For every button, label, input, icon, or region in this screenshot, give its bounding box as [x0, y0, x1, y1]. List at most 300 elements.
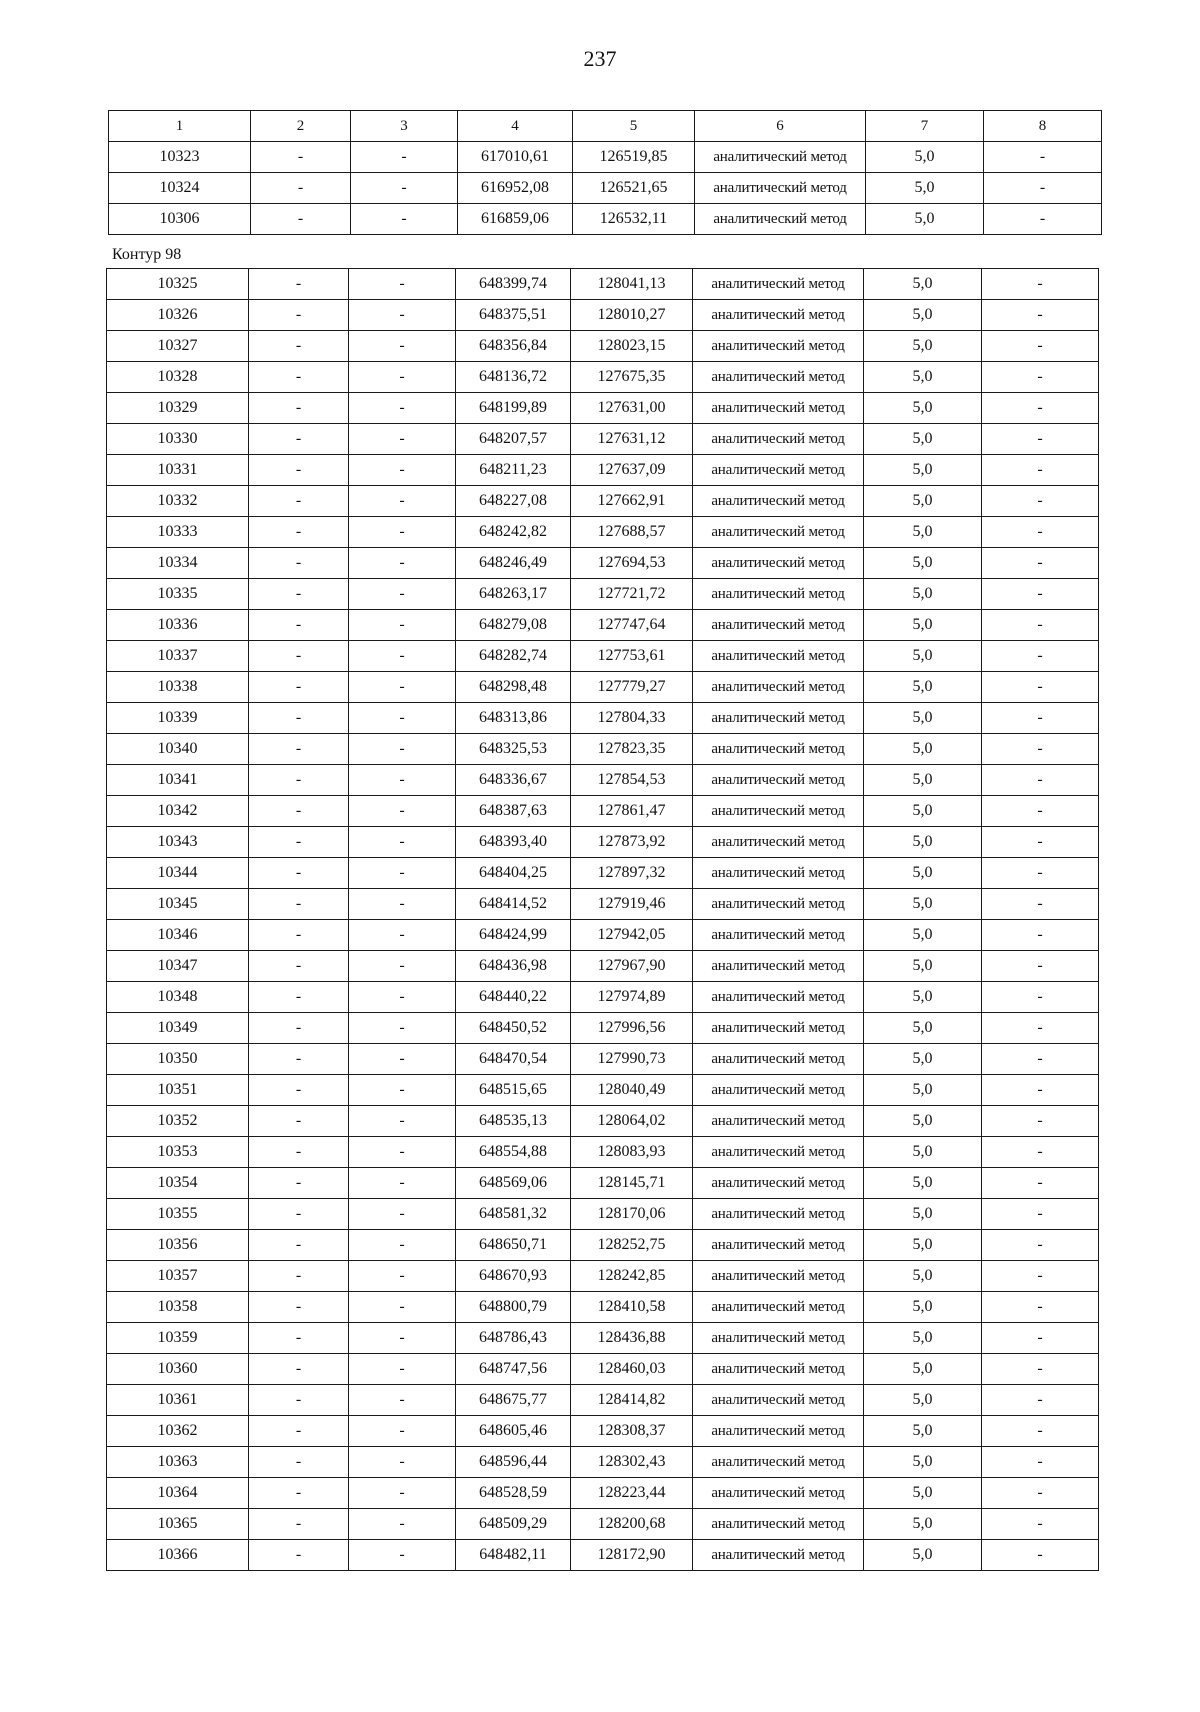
col-8-cell: - [982, 672, 1099, 703]
col-2-cell: - [249, 1416, 349, 1447]
point-number-cell: 10347 [107, 951, 249, 982]
accuracy-cell: 5,0 [864, 331, 982, 362]
method-cell: аналитический метод [693, 610, 864, 641]
coordinates-table-top [108, 110, 1102, 235]
col-3-cell: - [349, 1106, 456, 1137]
col-8-cell: - [982, 269, 1099, 300]
y-coordinate-cell: 128414,82 [571, 1385, 693, 1416]
col-3-cell: - [351, 204, 458, 235]
y-coordinate-cell: 126519,85 [573, 142, 695, 173]
accuracy-cell: 5,0 [866, 204, 984, 235]
x-coordinate-cell: 648675,77 [456, 1385, 571, 1416]
col-2-cell: - [249, 1199, 349, 1230]
col-3-cell: - [349, 424, 456, 455]
col-8-cell: - [982, 703, 1099, 734]
accuracy-cell: 5,0 [864, 703, 982, 734]
y-coordinate-cell: 127747,64 [571, 610, 693, 641]
table-row [107, 1137, 1099, 1168]
method-cell: аналитический метод [693, 1044, 864, 1075]
col-8-cell: - [982, 424, 1099, 455]
col-8-cell: - [982, 1013, 1099, 1044]
x-coordinate-cell: 648581,32 [456, 1199, 571, 1230]
table-row [107, 1199, 1099, 1230]
col-8-cell: - [982, 765, 1099, 796]
x-coordinate-cell: 648336,67 [456, 765, 571, 796]
table-row [107, 889, 1099, 920]
x-coordinate-cell: 648800,79 [456, 1292, 571, 1323]
y-coordinate-cell: 128200,68 [571, 1509, 693, 1540]
table-row [107, 1478, 1099, 1509]
method-cell: аналитический метод [693, 641, 864, 672]
col-3-cell: - [349, 920, 456, 951]
col-2-cell: - [249, 796, 349, 827]
point-number-cell: 10342 [107, 796, 249, 827]
col-8-cell: - [982, 1106, 1099, 1137]
point-number-cell: 10326 [107, 300, 249, 331]
accuracy-cell: 5,0 [864, 517, 982, 548]
y-coordinate-cell: 127753,61 [571, 641, 693, 672]
y-coordinate-cell: 128242,85 [571, 1261, 693, 1292]
table-row [107, 1261, 1099, 1292]
method-cell: аналитический метод [693, 269, 864, 300]
method-cell: аналитический метод [693, 796, 864, 827]
accuracy-cell: 5,0 [864, 1075, 982, 1106]
method-cell: аналитический метод [693, 1106, 864, 1137]
method-cell: аналитический метод [693, 579, 864, 610]
table-row [107, 1509, 1099, 1540]
col-8-cell: - [982, 579, 1099, 610]
table-row [107, 424, 1099, 455]
col-2-cell: - [249, 827, 349, 858]
table-row [107, 1416, 1099, 1447]
method-cell: аналитический метод [695, 173, 866, 204]
method-cell: аналитический метод [693, 951, 864, 982]
table-row [107, 641, 1099, 672]
table-row [107, 393, 1099, 424]
col-3-cell: - [349, 1354, 456, 1385]
col-2-cell: - [249, 1137, 349, 1168]
accuracy-cell: 5,0 [864, 1354, 982, 1385]
x-coordinate-cell: 648279,08 [456, 610, 571, 641]
point-number-cell: 10363 [107, 1447, 249, 1478]
col-2-cell: - [249, 734, 349, 765]
method-cell: аналитический метод [693, 362, 864, 393]
col-3-cell: - [349, 610, 456, 641]
accuracy-cell: 5,0 [864, 672, 982, 703]
accuracy-cell: 5,0 [864, 269, 982, 300]
table-row [107, 517, 1099, 548]
point-number-cell: 10324 [109, 173, 251, 204]
col-8-cell: - [982, 734, 1099, 765]
point-number-cell: 10364 [107, 1478, 249, 1509]
method-cell: аналитический метод [693, 920, 864, 951]
accuracy-cell: 5,0 [864, 1137, 982, 1168]
y-coordinate-cell: 127897,32 [571, 858, 693, 889]
table-row [107, 1292, 1099, 1323]
method-cell: аналитический метод [693, 1075, 864, 1106]
point-number-cell: 10306 [109, 204, 251, 235]
y-coordinate-cell: 127974,89 [571, 982, 693, 1013]
x-coordinate-cell: 648515,65 [456, 1075, 571, 1106]
col-2-cell: - [251, 204, 351, 235]
table-row [107, 1540, 1099, 1571]
x-coordinate-cell: 648650,71 [456, 1230, 571, 1261]
point-number-cell: 10337 [107, 641, 249, 672]
y-coordinate-cell: 128083,93 [571, 1137, 693, 1168]
accuracy-cell: 5,0 [864, 765, 982, 796]
col-8-cell: - [982, 486, 1099, 517]
y-coordinate-cell: 128252,75 [571, 1230, 693, 1261]
contour-label: Контур 98 [112, 246, 182, 263]
method-cell: аналитический метод [693, 331, 864, 362]
table-row [107, 486, 1099, 517]
point-number-cell: 10334 [107, 548, 249, 579]
y-coordinate-cell: 127631,00 [571, 393, 693, 424]
method-cell: аналитический метод [693, 982, 864, 1013]
y-coordinate-cell: 128010,27 [571, 300, 693, 331]
accuracy-cell: 5,0 [864, 1385, 982, 1416]
x-coordinate-cell: 648554,88 [456, 1137, 571, 1168]
x-coordinate-cell: 648747,56 [456, 1354, 571, 1385]
point-number-cell: 10329 [107, 393, 249, 424]
y-coordinate-cell: 127688,57 [571, 517, 693, 548]
col-2-cell: - [249, 393, 349, 424]
method-cell: аналитический метод [693, 1168, 864, 1199]
col-3-cell: - [349, 362, 456, 393]
col-8-cell: - [982, 610, 1099, 641]
col-2-cell: - [249, 1354, 349, 1385]
table-row [107, 765, 1099, 796]
table-row [109, 204, 1102, 235]
col-2-cell: - [249, 1261, 349, 1292]
y-coordinate-cell: 127804,33 [571, 703, 693, 734]
table-row [107, 579, 1099, 610]
table-row [107, 734, 1099, 765]
table-row [107, 1354, 1099, 1385]
y-coordinate-cell: 128145,71 [571, 1168, 693, 1199]
x-coordinate-cell: 648436,98 [456, 951, 571, 982]
method-cell: аналитический метод [693, 1230, 864, 1261]
x-coordinate-cell: 648242,82 [456, 517, 571, 548]
col-8-cell: - [982, 827, 1099, 858]
table-row [107, 610, 1099, 641]
col-3-cell: - [349, 1168, 456, 1199]
col-3-cell: - [349, 1416, 456, 1447]
accuracy-cell: 5,0 [864, 734, 982, 765]
col-2-cell: - [249, 1447, 349, 1478]
col-2-cell: - [249, 1044, 349, 1075]
col-2-cell: - [249, 889, 349, 920]
accuracy-cell: 5,0 [864, 1199, 982, 1230]
point-number-cell: 10346 [107, 920, 249, 951]
col-8-cell: - [982, 393, 1099, 424]
col-8-cell: - [982, 548, 1099, 579]
x-coordinate-cell: 648414,52 [456, 889, 571, 920]
accuracy-cell: 5,0 [864, 1044, 982, 1075]
point-number-cell: 10327 [107, 331, 249, 362]
col-8-cell: - [982, 1261, 1099, 1292]
col-2-cell: - [249, 641, 349, 672]
point-number-cell: 10348 [107, 982, 249, 1013]
y-coordinate-cell: 128023,15 [571, 331, 693, 362]
point-number-cell: 10354 [107, 1168, 249, 1199]
x-coordinate-cell: 648393,40 [456, 827, 571, 858]
col-2-cell: - [249, 579, 349, 610]
point-number-cell: 10338 [107, 672, 249, 703]
method-cell: аналитический метод [693, 889, 864, 920]
x-coordinate-cell: 648605,46 [456, 1416, 571, 1447]
col-2-cell: - [249, 951, 349, 982]
method-cell: аналитический метод [693, 1292, 864, 1323]
accuracy-cell: 5,0 [864, 1478, 982, 1509]
col-8-cell: - [982, 858, 1099, 889]
col-3-cell: - [349, 1044, 456, 1075]
y-coordinate-cell: 127637,09 [571, 455, 693, 486]
y-coordinate-cell: 127919,46 [571, 889, 693, 920]
accuracy-cell: 5,0 [866, 173, 984, 204]
y-coordinate-cell: 128223,44 [571, 1478, 693, 1509]
y-coordinate-cell: 127694,53 [571, 548, 693, 579]
header-cell: 2 [251, 111, 351, 142]
point-number-cell: 10350 [107, 1044, 249, 1075]
y-coordinate-cell: 128172,90 [571, 1540, 693, 1571]
coordinates-table-contour-98 [106, 268, 1099, 1571]
accuracy-cell: 5,0 [864, 982, 982, 1013]
y-coordinate-cell: 126532,11 [573, 204, 695, 235]
method-cell: аналитический метод [695, 142, 866, 173]
point-number-cell: 10323 [109, 142, 251, 173]
method-cell: аналитический метод [693, 1416, 864, 1447]
col-3-cell: - [349, 1447, 456, 1478]
col-2-cell: - [249, 765, 349, 796]
col-2-cell: - [249, 1230, 349, 1261]
y-coordinate-cell: 127990,73 [571, 1044, 693, 1075]
col-8-cell: - [982, 517, 1099, 548]
col-2-cell: - [249, 920, 349, 951]
col-8-cell: - [982, 889, 1099, 920]
col-2-cell: - [249, 703, 349, 734]
col-2-cell: - [249, 1106, 349, 1137]
table-row [107, 672, 1099, 703]
table-row [107, 1323, 1099, 1354]
point-number-cell: 10351 [107, 1075, 249, 1106]
point-number-cell: 10343 [107, 827, 249, 858]
x-coordinate-cell: 648528,59 [456, 1478, 571, 1509]
accuracy-cell: 5,0 [864, 1416, 982, 1447]
point-number-cell: 10325 [107, 269, 249, 300]
accuracy-cell: 5,0 [864, 1230, 982, 1261]
point-number-cell: 10366 [107, 1540, 249, 1571]
y-coordinate-cell: 128302,43 [571, 1447, 693, 1478]
col-2-cell: - [249, 517, 349, 548]
point-number-cell: 10360 [107, 1354, 249, 1385]
header-cell: 6 [695, 111, 866, 142]
col-3-cell: - [349, 1075, 456, 1106]
col-8-cell: - [982, 1044, 1099, 1075]
col-8-cell: - [984, 142, 1102, 173]
col-3-cell: - [349, 982, 456, 1013]
accuracy-cell: 5,0 [864, 1323, 982, 1354]
table-row [107, 982, 1099, 1013]
x-coordinate-cell: 648136,72 [456, 362, 571, 393]
accuracy-cell: 5,0 [864, 858, 982, 889]
point-number-cell: 10330 [107, 424, 249, 455]
point-number-cell: 10339 [107, 703, 249, 734]
accuracy-cell: 5,0 [864, 455, 982, 486]
col-2-cell: - [249, 1509, 349, 1540]
accuracy-cell: 5,0 [864, 827, 982, 858]
y-coordinate-cell: 127942,05 [571, 920, 693, 951]
table-row [107, 703, 1099, 734]
col-3-cell: - [349, 1540, 456, 1571]
col-2-cell: - [249, 486, 349, 517]
x-coordinate-cell: 648282,74 [456, 641, 571, 672]
col-8-cell: - [982, 1137, 1099, 1168]
col-2-cell: - [249, 1075, 349, 1106]
x-coordinate-cell: 648482,11 [456, 1540, 571, 1571]
y-coordinate-cell: 126521,65 [573, 173, 695, 204]
accuracy-cell: 5,0 [864, 610, 982, 641]
x-coordinate-cell: 648424,99 [456, 920, 571, 951]
accuracy-cell: 5,0 [864, 579, 982, 610]
col-2-cell: - [249, 269, 349, 300]
method-cell: аналитический метод [693, 1199, 864, 1230]
y-coordinate-cell: 127631,12 [571, 424, 693, 455]
point-number-cell: 10328 [107, 362, 249, 393]
point-number-cell: 10359 [107, 1323, 249, 1354]
col-3-cell: - [349, 331, 456, 362]
accuracy-cell: 5,0 [864, 796, 982, 827]
table-row [107, 920, 1099, 951]
col-8-cell: - [982, 300, 1099, 331]
y-coordinate-cell: 127967,90 [571, 951, 693, 982]
column-number-header [109, 111, 1102, 142]
accuracy-cell: 5,0 [864, 1447, 982, 1478]
x-coordinate-cell: 648298,48 [456, 672, 571, 703]
method-cell: аналитический метод [693, 1509, 864, 1540]
method-cell: аналитический метод [693, 393, 864, 424]
col-8-cell: - [982, 1323, 1099, 1354]
col-3-cell: - [349, 455, 456, 486]
x-coordinate-cell: 648263,17 [456, 579, 571, 610]
point-number-cell: 10365 [107, 1509, 249, 1540]
table-row [107, 548, 1099, 579]
accuracy-cell: 5,0 [864, 951, 982, 982]
col-2-cell: - [249, 1385, 349, 1416]
table-row [107, 951, 1099, 982]
table-row [107, 455, 1099, 486]
table-row [109, 173, 1102, 204]
col-8-cell: - [982, 1199, 1099, 1230]
col-2-cell: - [249, 982, 349, 1013]
col-2-cell: - [249, 610, 349, 641]
col-8-cell: - [982, 1230, 1099, 1261]
table-row [107, 300, 1099, 331]
header-cell: 8 [984, 111, 1102, 142]
col-8-cell: - [982, 641, 1099, 672]
table-row [107, 1106, 1099, 1137]
y-coordinate-cell: 128436,88 [571, 1323, 693, 1354]
col-3-cell: - [349, 1230, 456, 1261]
method-cell: аналитический метод [693, 424, 864, 455]
method-cell: аналитический метод [693, 703, 864, 734]
accuracy-cell: 5,0 [864, 1292, 982, 1323]
y-coordinate-cell: 127779,27 [571, 672, 693, 703]
x-coordinate-cell: 648596,44 [456, 1447, 571, 1478]
col-8-cell: - [982, 1354, 1099, 1385]
y-coordinate-cell: 128170,06 [571, 1199, 693, 1230]
col-3-cell: - [349, 486, 456, 517]
x-coordinate-cell: 648227,08 [456, 486, 571, 517]
col-2-cell: - [249, 1292, 349, 1323]
table-row [107, 858, 1099, 889]
header-cell: 3 [351, 111, 458, 142]
col-2-cell: - [249, 1540, 349, 1571]
y-coordinate-cell: 127854,53 [571, 765, 693, 796]
col-2-cell: - [249, 455, 349, 486]
col-2-cell: - [249, 858, 349, 889]
col-3-cell: - [349, 1509, 456, 1540]
col-3-cell: - [349, 517, 456, 548]
col-3-cell: - [349, 269, 456, 300]
col-8-cell: - [982, 1168, 1099, 1199]
col-8-cell: - [982, 1447, 1099, 1478]
point-number-cell: 10335 [107, 579, 249, 610]
point-number-cell: 10358 [107, 1292, 249, 1323]
method-cell: аналитический метод [693, 827, 864, 858]
method-cell: аналитический метод [693, 548, 864, 579]
method-cell: аналитический метод [693, 1447, 864, 1478]
col-2-cell: - [249, 331, 349, 362]
x-coordinate-cell: 648387,63 [456, 796, 571, 827]
point-number-cell: 10355 [107, 1199, 249, 1230]
y-coordinate-cell: 127823,35 [571, 734, 693, 765]
col-8-cell: - [984, 173, 1102, 204]
col-3-cell: - [349, 548, 456, 579]
y-coordinate-cell: 128040,49 [571, 1075, 693, 1106]
col-8-cell: - [982, 1509, 1099, 1540]
col-3-cell: - [351, 142, 458, 173]
accuracy-cell: 5,0 [866, 142, 984, 173]
y-coordinate-cell: 128460,03 [571, 1354, 693, 1385]
header-cell: 7 [866, 111, 984, 142]
col-3-cell: - [349, 1478, 456, 1509]
col-8-cell: - [982, 331, 1099, 362]
accuracy-cell: 5,0 [864, 1013, 982, 1044]
point-number-cell: 10340 [107, 734, 249, 765]
table-row [107, 1230, 1099, 1261]
accuracy-cell: 5,0 [864, 486, 982, 517]
col-3-cell: - [349, 1323, 456, 1354]
table-row [107, 1075, 1099, 1106]
col-3-cell: - [351, 173, 458, 204]
point-number-cell: 10362 [107, 1416, 249, 1447]
accuracy-cell: 5,0 [864, 1168, 982, 1199]
col-2-cell: - [251, 142, 351, 173]
col-3-cell: - [349, 672, 456, 703]
point-number-cell: 10332 [107, 486, 249, 517]
x-coordinate-cell: 616859,06 [458, 204, 573, 235]
col-8-cell: - [982, 951, 1099, 982]
method-cell: аналитический метод [693, 517, 864, 548]
x-coordinate-cell: 648535,13 [456, 1106, 571, 1137]
col-3-cell: - [349, 1385, 456, 1416]
method-cell: аналитический метод [693, 1013, 864, 1044]
x-coordinate-cell: 648246,49 [456, 548, 571, 579]
col-8-cell: - [982, 1416, 1099, 1447]
table-row [107, 827, 1099, 858]
method-cell: аналитический метод [693, 486, 864, 517]
